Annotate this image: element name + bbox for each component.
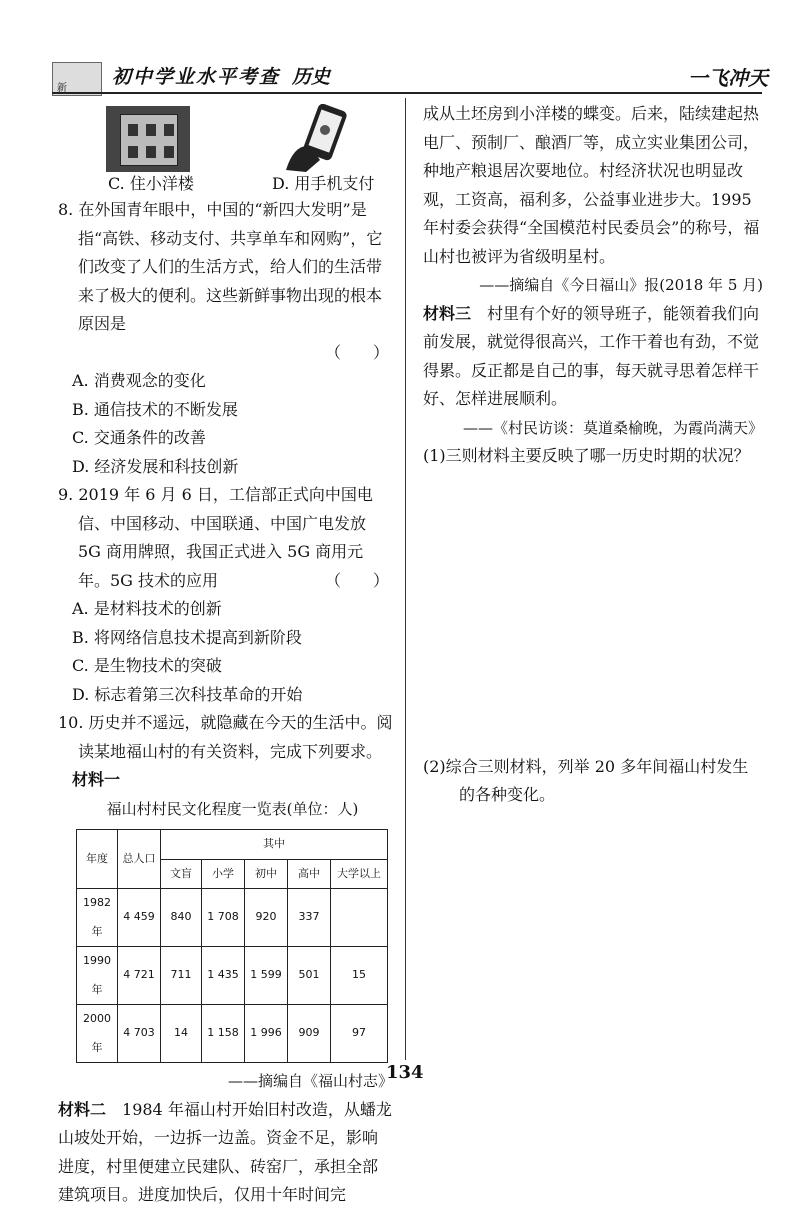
material-3-label: 材料三 bbox=[423, 303, 472, 323]
subject-title: 历史 bbox=[292, 66, 331, 88]
table-header-among: 其中 bbox=[161, 830, 388, 860]
material-2 bbox=[58, 1096, 393, 1210]
material-3-text: 村里有个好的领导班子，能领着我们向前发展，就觉得很高兴，工作干着也有劲，不觉得累。反正都是自己的事，每天就寻思着怎样干好、怎样进展顺利。 bbox=[423, 303, 760, 408]
table-header-cell: 文盲 bbox=[161, 859, 202, 889]
option-9d: D. 标志着第三次科技革命的开始 bbox=[72, 684, 303, 704]
question-8: 8. 在外国青年眼中，中国的“新四大发明”是指“高铁、移动支付、共享单车和网购”，它们改变了人们的生活方式，给人们的生活带来了极大的便利。这些新鲜事物出现的根本原因是 bbox=[58, 200, 383, 333]
answer-blank-8: （ ） bbox=[324, 342, 389, 362]
table-header-cell: 初中 bbox=[245, 859, 288, 889]
brand-logo: 一飞冲天 bbox=[688, 66, 768, 90]
option-d-caption: D. 用手机支付 bbox=[272, 174, 375, 193]
western-house-image bbox=[106, 106, 190, 172]
option-8b: B. 通信技术的不断发展 bbox=[72, 399, 238, 419]
left-column bbox=[58, 100, 393, 1210]
table-header-year: 年度 bbox=[77, 830, 118, 889]
question-9: 9. 2019 年 6 月 6 日，工信部正式向中国电信、中国移动、中国联通、中国广电发放 5G 商用牌照，我国正式进入 5G 商用元年。5G 技术的应用 bbox=[58, 485, 373, 590]
series-title: 初中学业水平考查 bbox=[112, 66, 281, 88]
option-9b: B. 将网络信息技术提高到新阶段 bbox=[72, 627, 302, 647]
material-2-continued: 成从土坯房到小洋楼的蝶变。后来，陆续建起热电厂、预制厂、酿酒厂等，成立实业集团公司，种地产粮退居次要地位。村经济状况也明显改观，工资高，福利多，公益事业进步大。1995 年村委会获得“全国模范村民委员会”的称号，福山村也被评为省级明星村。 bbox=[423, 104, 760, 266]
literacy-table bbox=[76, 829, 388, 1063]
sub-question-2: (2)综合三则材料，列举 20 多年间福山村发生的各种变化。 bbox=[423, 756, 749, 804]
option-8a: A. 消费观念的变化 bbox=[72, 371, 206, 390]
table-row: 2000 年 4 703 14 1 158 1 996 909 97 bbox=[77, 1005, 388, 1063]
material-2-label: 材料二 bbox=[58, 1099, 107, 1119]
column-divider bbox=[405, 98, 406, 1060]
source-2: ——摘编自《今日福山》报(2018 年 5 月) bbox=[479, 276, 763, 294]
option-8d: D. 经济发展和科技创新 bbox=[72, 456, 239, 476]
table-row: 1990 年 4 721 711 1 435 1 599 501 15 bbox=[77, 947, 388, 1005]
table-header-total: 总人口 bbox=[118, 830, 161, 889]
option-c-caption: C. 住小洋楼 bbox=[108, 174, 194, 193]
option-9c: C. 是生物技术的突破 bbox=[72, 656, 222, 675]
option-images bbox=[58, 100, 393, 196]
sub-question-1: (1)三则材料主要反映了哪一历史时期的状况？ bbox=[423, 446, 750, 465]
answer-blank-9: （ ） bbox=[324, 570, 389, 590]
material-3 bbox=[423, 300, 763, 414]
phone-payment-image bbox=[276, 104, 356, 174]
material-2-text: 1984 年福山村开始旧村改造，从蟠龙山坡处开始，一边拆一边盖。资金不足，影响进度，村里便建立民建队、砖窑厂，承担全部建筑项目。进度加快后，仅用十年时间完 bbox=[58, 1099, 392, 1204]
table-row: 1982 年 4 459 840 1 708 920 337 bbox=[77, 889, 388, 947]
answer-space-1 bbox=[423, 471, 763, 753]
option-9a: A. 是材料技术的创新 bbox=[72, 599, 222, 618]
question-10: 10. 历史并不遥远，就隐藏在今天的生活中。阅读某地福山村的有关资料，完成下列要求。 bbox=[58, 713, 393, 761]
table-title: 福山村村民文化程度一览表(单位：人) bbox=[106, 799, 359, 818]
source-1: ——摘编自《福山村志》 bbox=[227, 1072, 393, 1090]
table-header-cell: 大学以上 bbox=[331, 859, 388, 889]
option-8c: C. 交通条件的改善 bbox=[72, 428, 206, 447]
table-header-cell: 小学 bbox=[202, 859, 245, 889]
page-header bbox=[0, 0, 800, 100]
header-rule bbox=[52, 92, 762, 94]
right-column bbox=[423, 100, 763, 810]
source-3: ——《村民访谈：莫道桑榆晚，为霞尚满天》 bbox=[462, 418, 763, 437]
table-header-cell: 高中 bbox=[288, 859, 331, 889]
logo-icon: 新 bbox=[52, 62, 102, 96]
page-number: 134 bbox=[386, 1062, 424, 1083]
material-1-label: 材料一 bbox=[72, 770, 121, 789]
